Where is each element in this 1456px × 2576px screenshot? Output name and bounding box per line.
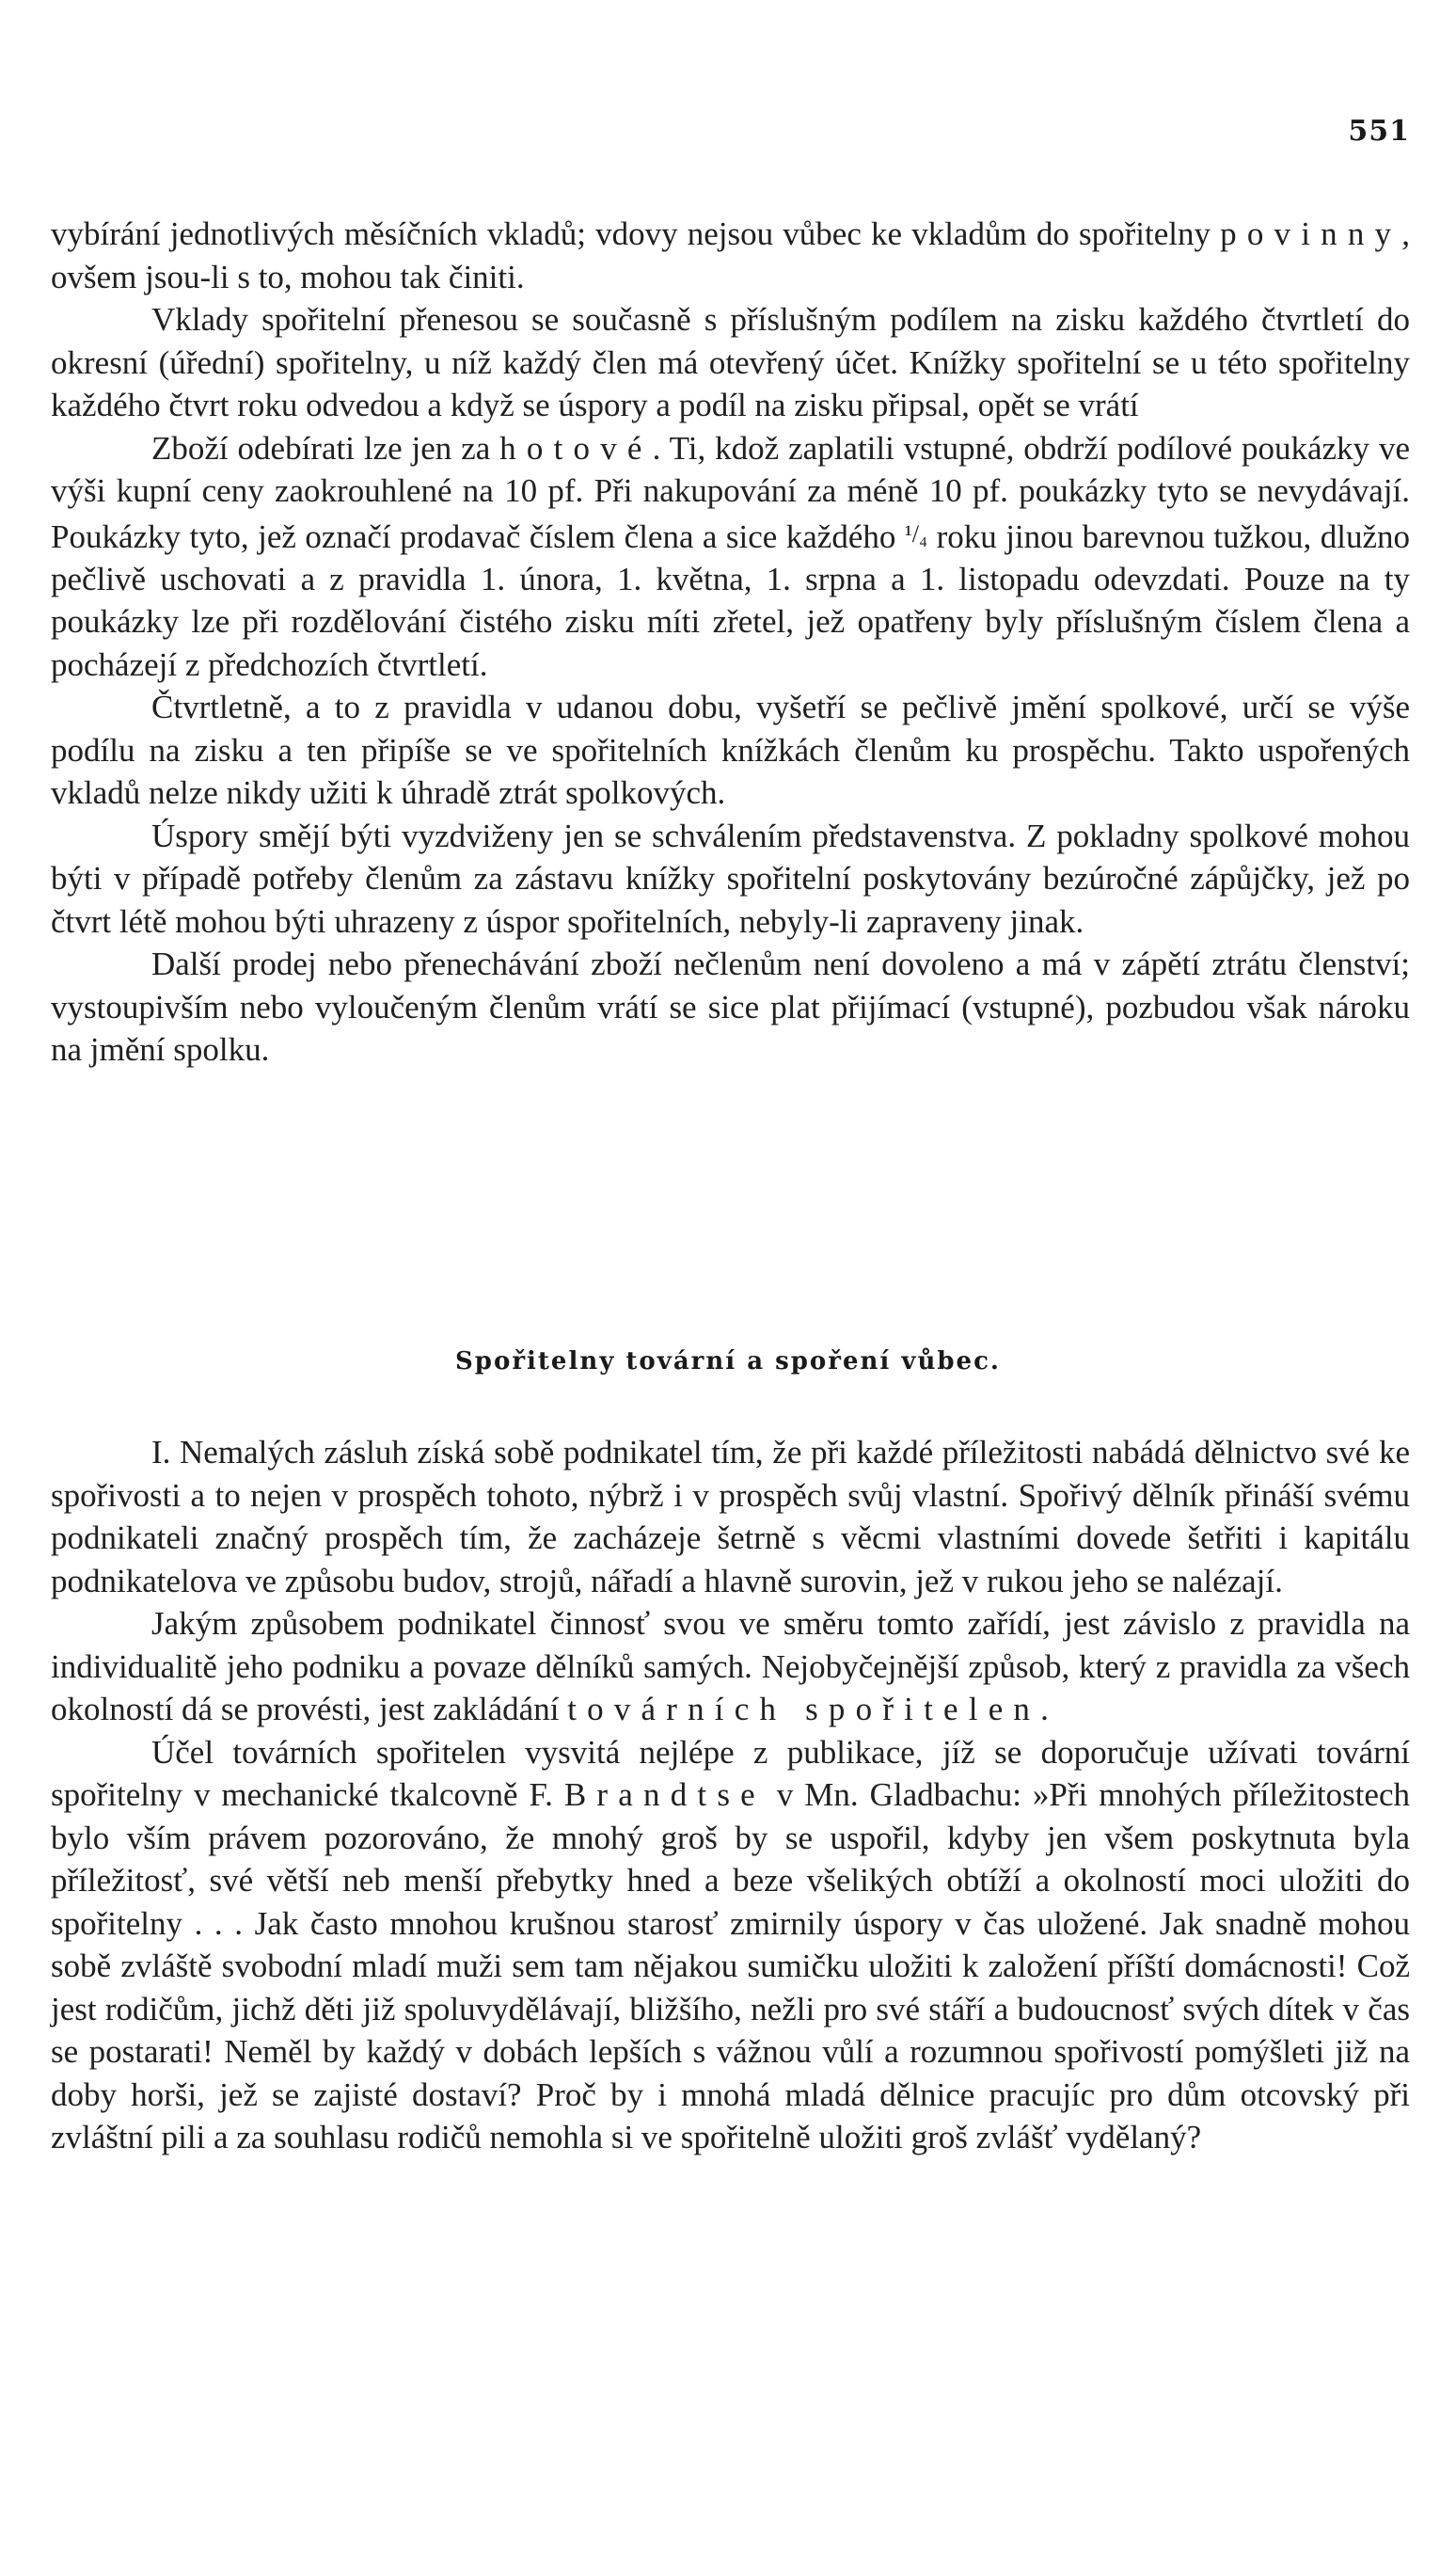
paragraph [51,1602,1410,1731]
paragraph-text: . Ti, kdož zaplatili vstupné, obdrží podílové poukázky ve výši kupní ceny zaokrouhlené na 10 pf. Při nakupování za méně 10 pf. poukázky tyto se nevydávají. Poukázky tyto, jež označí prodavač číslem člena a sice každého [51,429,1410,555]
paragraph-text: Účel továrních spořitelen vysvitá nejlépe z publikace, jíž se doporučuje užívati tovární spořitelny v mechanické tkalcovně F. [51,1733,1410,1813]
paragraph: Čtvrtletně, a to z pravidla v udanou dobu, vyšetří se pečlivě jmění spolkové, určí se výše podílu na zisku a ten připíše se ve spořitelních knížkách členům ku prospěchu. Takto uspořených vkladů nelze nikdy užiti k úhradě ztrát spolkových. [51,689,1410,812]
emphasized-text: povinny [1220,215,1402,252]
emphasized-text: hotové [499,429,653,467]
section-heading: Spořitelny tovární a spoření vůbec. [455,1347,1001,1375]
paragraph [51,427,1410,687]
emphasized-text: Brandtse [563,1776,766,1813]
paragraph-text: Jakým způsobem podnikatel činnosť svou ve směru tomto zařídí, jest závislo z pravidla na individualitě jeho podniku a povaze dělníků samých. Nejobyčejnější způsob, který z pravidla za všech okolností dá se provésti, jest zakládání [51,1605,1410,1727]
paragraph: Úspory smějí býti vyzdviženy jen se schválením představenstva. Z pokladny spolkové mohou býti v případě potřeby členům za zástavu knížky spořitelní poskytovány bezúročné zápůjčky, jež po čtvrt létě mohou býti uhrazeny z úspor spořitelních, nebyly-li zapraveny jinak. [51,817,1410,940]
emphasized-text: továrních spořitelen [567,1691,1041,1727]
paragraph: I. Nemalých zásluh získá sobě podnikatel tím, že při každé příležitosti nabádá dělnictvo své ke spořivosti a to nejen v prospěch tohoto, nýbrž i v prospěch svůj vlastní. Spořivý dělník přináší svému podnikateli značný prospěch tím, že zacházeje šetrně s věcmi vlastními dovede šetřiti i kapitálu podnikatelova ve způsobu budov, strojů, nářadí a hlavně surovin, jež v rukou jeho se nalézají. [51,1434,1410,1599]
paragraph-text: roku jinou barevnou tužkou, dlužno pečlivě uschovati a z pravidla 1. února, 1. května, 1. srpna a 1. listopadu odevzdati. Pouze na ty poukázky lze při rozdělování čistého zisku míti zřetel, jež opatřeny byly příslušným číslem člena a pocházejí z předchozích čtvrtletí. [51,517,1410,683]
paragraph [51,213,1410,298]
paragraph-text: , ovšem jsou-li s to, mohou tak činiti. [51,215,1410,295]
paragraph [51,1731,1410,2159]
paragraph-text: Zboží odebírati lze jen za [151,429,500,467]
paragraph: Další prodej nebo přenechávání zboží nečlenům není dovoleno a má v zápětí ztrátu členství; vystoupivším nebo vyloučeným členům vrátí se sice plat přijímací (vstupné), pozbudou však nároku na jmění spolku. [51,946,1410,1069]
page-number: 551 [1348,115,1410,148]
paragraph: Vklady spořitelní přenesou se současně s příslušným podílem na zisku každého čtvrtletí do okresní (úřední) spořitelny, u níž každý člen má otevřený účet. Knížky spořitelní se u této spořitelny každého čtvrt roku odvedou a když se úspory a podíl na zisku připsal, opět se vrátí [51,301,1410,423]
paragraph-text: v Mn. Gladbachu: »Při mnohých příležitostech bylo vším právem pozorováno, že mnohý groš by se uspořil, kdyby jen všem poskytnuta byla příležitosť, své větší neb menší přebytky hned a beze všelikých obtíží a okolností moci uložiti do spořitelny . . . Jak často mnohou krušnou starosť zmirnily úspory v čas uložené. Jak snadně mohou sobě zvláště svobodní mladí muži sem tam nějakou sumičku uložiti k založení příští domácnosti! Což jest rodičům, jichž děti již spoluvydělávají, bližšího, nežli pro své stáří a budoucnosť svých dítek v čas se postarati! Neměl by každý v dobách lepších s vážnou vůlí a rozumnou spořivostí pomýšleti již na doby horši, jež se zajisté dostaví? Proč by i mnohá mladá dělnice pracujíc pro dům otcovský při zvláštní pili a za souhlasu rodičů nemohla si ve spořitelně uložiti groš zvlášť vydělaný? [51,1776,1410,2155]
section-savings-rules [51,213,1410,1072]
paragraph-text: . [1040,1691,1049,1727]
paragraph-text: vybírání jednotlivých měsíčních vkladů; vdovy nejsou vůbec ke vkladům do spořitelny [51,215,1221,252]
section-factory-savings [51,1431,1410,2159]
fraction: ¹/₄ [904,519,928,548]
